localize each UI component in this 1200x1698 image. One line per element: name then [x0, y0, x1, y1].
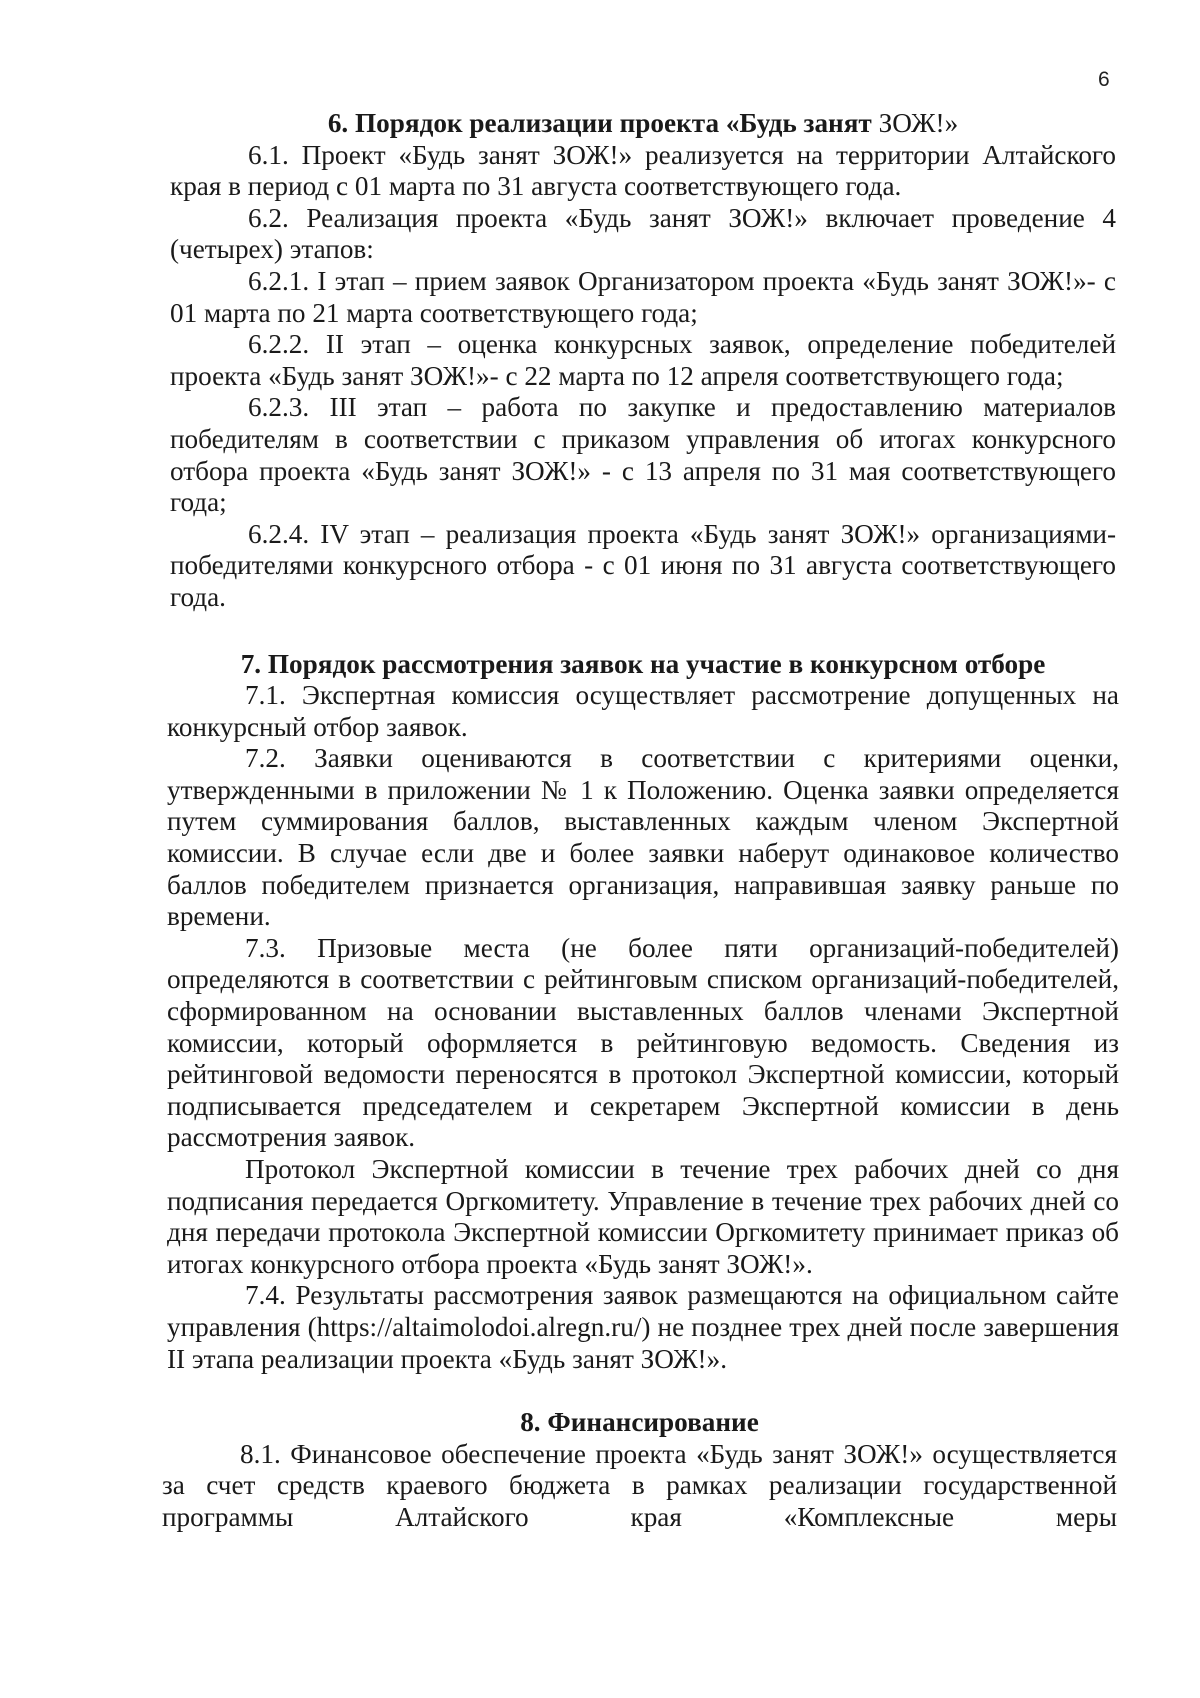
- paragraph-8-1: 8.1. Финансовое обеспечение проекта «Будь занят ЗОЖ!» осуществляется за счет средств краевого бюджета в рамках реализации государственной программы Алтайского края «Комплексные меры: [162, 1438, 1117, 1532]
- section-8: [162, 1407, 1117, 1533]
- paragraph-6-2-2: 6.2.2. II этап – оценка конкурсных заявок, определение победителей проекта «Будь занят ЗОЖ!»- с 22 марта по 12 апреля соответствующего года;: [170, 329, 1116, 391]
- paragraph-6-2-3: 6.2.3. III этап – работа по закупке и предоставлению материалов победителям в соответствии с приказом управления об итогах конкурсного отбора проекта «Будь занят ЗОЖ!» - с 13 апреля по 31 мая соответствующего года;: [170, 392, 1116, 518]
- paragraph-6-2: 6.2. Реализация проекта «Будь занят ЗОЖ!» включает проведение 4 (четырех) этапов:: [170, 202, 1116, 265]
- document-body: [162, 108, 1119, 1534]
- section-6-heading: [170, 108, 1116, 140]
- section-6-heading-plain: ЗОЖ!»: [878, 108, 959, 138]
- paragraph-7-3: 7.3. Призовые места (не более пяти организаций-победителей) определяются в соответствии с рейтинговым списком организаций-победителей, сформированном на основании выставленных баллов членами Экспертной комиссии, который оформляется в рейтинговую ведомость. Сведения из рейтинговой ведомости переносятся в протокол Экспертной комиссии, который подписывается председателем и секретарем Экспертной комиссии в день рассмотрения заявок.: [167, 932, 1119, 1153]
- section-spacer: [170, 614, 1116, 649]
- paragraph-7-2: 7.2. Заявки оцениваются в соответствии с критериями оценки, утвержденными в приложении № 1 к Положению. Оценка заявки определяется путем суммирования баллов, выставленных каждым членом Экспертной комиссии. В случае если две и более заявки наберут одинаковое количество баллов победителем признается организация, направившая заявку раньше по времени.: [167, 743, 1119, 932]
- paragraph-6-2-1: 6.2.1. I этап – прием заявок Организатором проекта «Будь занят ЗОЖ!»- с 01 марта по 21 марта соответствующего года;: [170, 265, 1116, 328]
- section-7-heading: 7. Порядок рассмотрения заявок на участие в конкурсном отборе: [240, 648, 1046, 679]
- paragraph-6-2-4: 6.2.4. IV этап – реализация проекта «Будь занят ЗОЖ!» организациями-победителями конкурсного отбора - с 01 июня по 31 августа соответствующего года.: [170, 518, 1116, 612]
- paragraph-6-1: 6.1. Проект «Будь занят ЗОЖ!» реализуется на территории Алтайского края в период с 01 марта по 31 августа соответствующего года.: [170, 139, 1116, 202]
- paragraph-7-4: 7.4. Результаты рассмотрения заявок размещаются на официальном сайте управления (https://altaimolodoi.alregn.ru/) не позднее трех дней после завершения II этапа реализации проекта «Будь занят ЗОЖ!».: [167, 1280, 1119, 1374]
- section-7: [167, 649, 1119, 1376]
- section-6-heading-bold: 6. Порядок реализации проекта «Будь занят: [327, 108, 872, 138]
- paragraph-7-3-protocol: Протокол Экспертной комиссии в течение трех рабочих дней со дня подписания передается Оргкомитету. Управление в течение трех рабочих дней со дня передачи протокола Экспертной комиссии Оргкомитету принимает приказ об итогах конкурсного отбора проекта «Будь занят ЗОЖ!».: [167, 1154, 1119, 1279]
- section-8-heading: 8. Финансирование: [520, 1407, 759, 1438]
- paragraph-7-1: 7.1. Экспертная комиссия осуществляет рассмотрение допущенных на конкурсный отбор заявок.: [167, 680, 1119, 742]
- section-spacer: [170, 1375, 1116, 1407]
- page-number: 6: [1098, 68, 1110, 91]
